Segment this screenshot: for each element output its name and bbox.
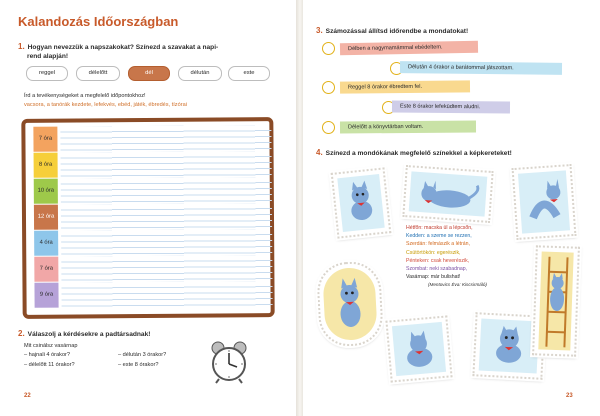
schedule-row (34, 177, 272, 204)
poem-author: (Mentovics Éva: Kiscsirmáló) (428, 282, 487, 288)
schedule-frame (21, 117, 274, 319)
sentence-4: Este 8 órakor lefeküdtem aludni. (392, 100, 510, 113)
task-2-intro: Mit csinálsz vasárnap (24, 343, 78, 349)
task-2-text: Válaszolj a kérdésekre a padtársadnak! (27, 331, 151, 338)
schedule-row (34, 255, 272, 282)
hour-label: 8 óra (34, 153, 58, 178)
sentence-5: Délelőtt a könyvtárban voltam. (340, 121, 476, 134)
task-2-q3: – délelőtt 11 órakor? (24, 362, 75, 368)
cat-picture-frame[interactable] (385, 315, 452, 382)
hour-label: 7 óra (34, 257, 58, 282)
writing-lines[interactable] (60, 125, 271, 151)
writing-lines[interactable] (61, 255, 272, 281)
writing-lines[interactable] (61, 203, 272, 229)
page-number-right: 23 (566, 393, 573, 399)
chip-reggel[interactable]: reggel (26, 66, 68, 81)
task-2-q2: – délután 3 órakor? (118, 352, 167, 358)
chip-este[interactable]: este (228, 66, 270, 81)
poem-line: Pénteken: csak heverészik, (406, 257, 470, 264)
cat-icon (396, 326, 442, 372)
schedule-row (34, 281, 272, 308)
poem-line: Szerdán: felmászik a létrán, (406, 241, 471, 248)
poem-line: Vasárnap: már bulishat! (406, 274, 461, 281)
task-1-sub-a: Írd a tevékenységeket a megfelelő időpontokhoz! (24, 93, 146, 99)
hour-label: 9 óra (34, 283, 58, 308)
task-4-instruction (316, 148, 512, 158)
sentence-3: Reggel 8 órakor ébredtem fel. (340, 80, 470, 93)
ladder-cat-icon (540, 254, 573, 351)
writing-lines[interactable] (61, 229, 272, 255)
chip-del[interactable]: dél (128, 66, 170, 81)
order-circle[interactable] (322, 81, 335, 94)
task-4-number: 4. (316, 148, 323, 157)
task-3-instruction (316, 26, 468, 36)
task-3-text: Számozással állítsd időrendbe a mondatokat! (325, 28, 469, 35)
cat-icon (522, 175, 566, 230)
cat-icon (339, 176, 382, 228)
task-2-number: 2. (18, 329, 25, 338)
alarm-clock-icon (207, 340, 251, 384)
hour-label: 12 óra (34, 205, 58, 230)
poem-line: Csütörtökön: egerészik, (406, 249, 461, 256)
order-circle[interactable] (322, 42, 335, 55)
hour-label: 10 óra (34, 179, 58, 204)
schedule-row (34, 203, 272, 230)
nursery-rhyme (406, 224, 487, 290)
cat-picture-frame[interactable] (532, 245, 580, 356)
cat-picture-frame[interactable] (316, 260, 384, 347)
chip-delelott[interactable]: délelőtt (76, 66, 120, 81)
task-2-instruction (18, 329, 150, 339)
schedule-row (33, 125, 271, 152)
cat-picture-frame[interactable] (512, 164, 577, 240)
task-1-text-a: Hogyan nevezzük a napszakokat? Színezd a szavakat a napi- (27, 44, 219, 51)
writing-lines[interactable] (61, 151, 272, 177)
task-2-q4: – este 8 órakor? (118, 362, 159, 368)
sentence-1: Délben a nagymamámmal ebédeltem. (340, 41, 478, 55)
task-1-instruction (18, 42, 280, 61)
poem-line: Kedden: a szeme se rezzen, (406, 233, 472, 240)
schedule-row (34, 229, 272, 256)
cat-icon (409, 173, 487, 216)
page-title: Kalandozás Időországban (18, 14, 179, 29)
schedule-row (34, 151, 272, 178)
cat-picture-frame[interactable] (402, 165, 493, 223)
hour-label: 4 óra (34, 231, 58, 256)
left-page (0, 0, 297, 416)
writing-lines[interactable] (61, 177, 272, 203)
task-1-text-b: rend alapján! (27, 53, 69, 60)
page-number-left: 22 (24, 393, 31, 399)
writing-lines[interactable] (61, 281, 272, 307)
task-1-number: 1. (18, 42, 25, 51)
hour-label: 7 óra (33, 127, 57, 152)
sentence-2: Délután 4 órakor a barátommal játszottam. (400, 61, 562, 75)
chip-delutan[interactable]: délután (178, 66, 222, 81)
task-3-number: 3. (316, 26, 323, 35)
order-circle[interactable] (322, 121, 335, 134)
cat-icon (328, 273, 371, 335)
cat-icon (485, 323, 533, 367)
task-1-word-list: vacsora, a tanórák kezdete, lefekvés, ebéd, játék, ébredés, tízórai (24, 102, 187, 108)
cat-picture-frame[interactable] (331, 167, 392, 238)
task-4-text: Színezd a mondókának megfelelő színekkel a képkereteket! (325, 150, 512, 157)
poem-line: Hétfőn: macska ül a lépcsőn, (406, 225, 473, 231)
poem-line: Szombat: neki szabadnap, (406, 266, 468, 273)
task-2-q1: – hajnali 4 órakor? (24, 352, 71, 358)
